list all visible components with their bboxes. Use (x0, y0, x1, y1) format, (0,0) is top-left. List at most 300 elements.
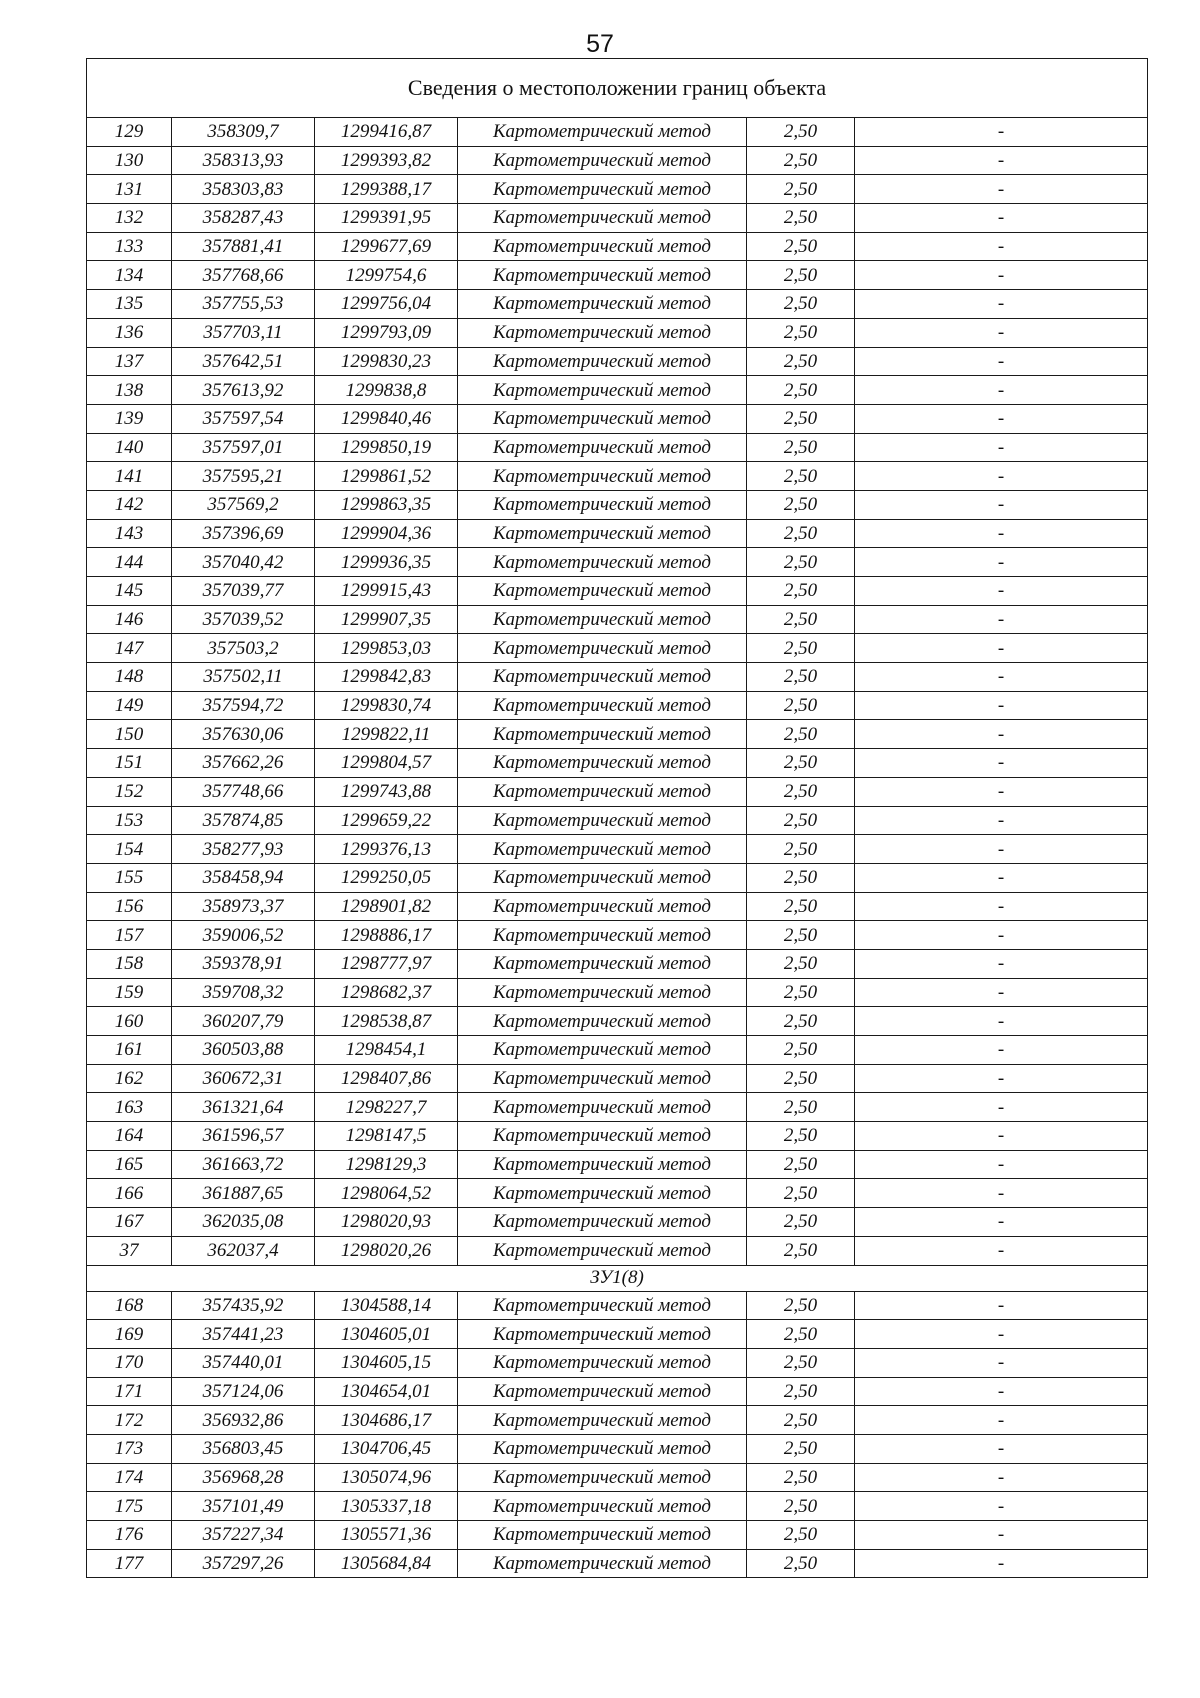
coordinate-y-cell: 1299853,03 (315, 634, 458, 663)
point-number-cell: 129 (87, 118, 172, 147)
point-number-cell: 136 (87, 318, 172, 347)
accuracy-cell: 2,50 (747, 1463, 855, 1492)
coordinate-y-cell: 1298777,97 (315, 949, 458, 978)
accuracy-cell: 2,50 (747, 720, 855, 749)
method-cell: Картометрический метод (458, 118, 747, 147)
point-number-cell: 152 (87, 777, 172, 806)
accuracy-cell: 2,50 (747, 892, 855, 921)
coordinate-x-cell: 358313,93 (172, 146, 315, 175)
method-cell: Картометрический метод (458, 949, 747, 978)
accuracy-cell: 2,50 (747, 1179, 855, 1208)
method-cell: Картометрический метод (458, 1406, 747, 1435)
accuracy-cell: 2,50 (747, 433, 855, 462)
table-row (87, 146, 1148, 175)
table-row (87, 548, 1148, 577)
boundary-coordinates-table (86, 58, 1148, 1578)
accuracy-cell: 2,50 (747, 634, 855, 663)
coordinate-x-cell: 357597,54 (172, 404, 315, 433)
table-row (87, 720, 1148, 749)
point-number-cell: 166 (87, 1179, 172, 1208)
accuracy-cell: 2,50 (747, 118, 855, 147)
coordinate-y-cell: 1299393,82 (315, 146, 458, 175)
accuracy-cell: 2,50 (747, 404, 855, 433)
method-cell: Картометрический метод (458, 577, 747, 606)
description-cell: - (855, 1036, 1148, 1065)
coordinate-y-cell: 1299754,6 (315, 261, 458, 290)
accuracy-cell: 2,50 (747, 1434, 855, 1463)
description-cell: - (855, 204, 1148, 233)
accuracy-cell: 2,50 (747, 1320, 855, 1349)
coordinate-x-cell: 362037,4 (172, 1236, 315, 1265)
accuracy-cell: 2,50 (747, 1492, 855, 1521)
accuracy-cell: 2,50 (747, 949, 855, 978)
method-cell: Картометрический метод (458, 835, 747, 864)
table-row (87, 175, 1148, 204)
accuracy-cell: 2,50 (747, 376, 855, 405)
accuracy-cell: 2,50 (747, 290, 855, 319)
method-cell: Картометрический метод (458, 1122, 747, 1151)
coordinate-x-cell: 357569,2 (172, 490, 315, 519)
coordinate-y-cell: 1299416,87 (315, 118, 458, 147)
coordinate-x-cell: 362035,08 (172, 1208, 315, 1237)
accuracy-cell: 2,50 (747, 806, 855, 835)
accuracy-cell: 2,50 (747, 1208, 855, 1237)
accuracy-cell: 2,50 (747, 1150, 855, 1179)
point-number-cell: 161 (87, 1036, 172, 1065)
accuracy-cell: 2,50 (747, 605, 855, 634)
coordinate-x-cell: 357441,23 (172, 1320, 315, 1349)
method-cell: Картометрический метод (458, 462, 747, 491)
coordinate-x-cell: 357768,66 (172, 261, 315, 290)
point-number-cell: 142 (87, 490, 172, 519)
description-cell: - (855, 433, 1148, 462)
accuracy-cell: 2,50 (747, 1549, 855, 1578)
accuracy-cell: 2,50 (747, 146, 855, 175)
accuracy-cell: 2,50 (747, 978, 855, 1007)
description-cell: - (855, 806, 1148, 835)
method-cell: Картометрический метод (458, 1377, 747, 1406)
table-row (87, 1236, 1148, 1265)
method-cell: Картометрический метод (458, 261, 747, 290)
point-number-cell: 158 (87, 949, 172, 978)
description-cell: - (855, 146, 1148, 175)
method-cell: Картометрический метод (458, 863, 747, 892)
method-cell: Картометрический метод (458, 1007, 747, 1036)
point-number-cell: 151 (87, 749, 172, 778)
coordinate-x-cell: 360207,79 (172, 1007, 315, 1036)
method-cell: Картометрический метод (458, 749, 747, 778)
coordinate-x-cell: 361321,64 (172, 1093, 315, 1122)
coordinate-y-cell: 1298020,93 (315, 1208, 458, 1237)
method-cell: Картометрический метод (458, 1093, 747, 1122)
table-row (87, 290, 1148, 319)
method-cell: Картометрический метод (458, 1492, 747, 1521)
table-row (87, 318, 1148, 347)
table-row (87, 1521, 1148, 1550)
table-row (87, 490, 1148, 519)
table-row (87, 1064, 1148, 1093)
method-cell: Картометрический метод (458, 691, 747, 720)
description-cell: - (855, 663, 1148, 692)
point-number-cell: 153 (87, 806, 172, 835)
table-row (87, 1320, 1148, 1349)
point-number-cell: 144 (87, 548, 172, 577)
accuracy-cell: 2,50 (747, 1007, 855, 1036)
coordinate-y-cell: 1299743,88 (315, 777, 458, 806)
table-row (87, 1463, 1148, 1492)
method-cell: Картометрический метод (458, 1463, 747, 1492)
description-cell: - (855, 462, 1148, 491)
description-cell: - (855, 548, 1148, 577)
coordinate-x-cell: 357297,26 (172, 1549, 315, 1578)
point-number-cell: 160 (87, 1007, 172, 1036)
method-cell: Картометрический метод (458, 1208, 747, 1237)
coordinate-x-cell: 357662,26 (172, 749, 315, 778)
coordinate-x-cell: 357642,51 (172, 347, 315, 376)
accuracy-cell: 2,50 (747, 1521, 855, 1550)
accuracy-cell: 2,50 (747, 691, 855, 720)
point-number-cell: 145 (87, 577, 172, 606)
description-cell: - (855, 1064, 1148, 1093)
description-cell: - (855, 978, 1148, 1007)
description-cell: - (855, 691, 1148, 720)
description-cell: - (855, 376, 1148, 405)
table-row (87, 1179, 1148, 1208)
coordinate-x-cell: 357594,72 (172, 691, 315, 720)
accuracy-cell: 2,50 (747, 1236, 855, 1265)
table-row (87, 1291, 1148, 1320)
point-number-cell: 165 (87, 1150, 172, 1179)
table-row (87, 1434, 1148, 1463)
method-cell: Картометрический метод (458, 1521, 747, 1550)
coordinate-y-cell: 1299904,36 (315, 519, 458, 548)
table-row (87, 835, 1148, 864)
coordinate-y-cell: 1299863,35 (315, 490, 458, 519)
point-number-cell: 163 (87, 1093, 172, 1122)
coordinate-y-cell: 1299659,22 (315, 806, 458, 835)
description-cell: - (855, 1320, 1148, 1349)
coordinate-y-cell: 1304605,01 (315, 1320, 458, 1349)
description-cell: - (855, 1291, 1148, 1320)
coordinate-x-cell: 356932,86 (172, 1406, 315, 1435)
coordinate-x-cell: 357613,92 (172, 376, 315, 405)
table-row (87, 376, 1148, 405)
coordinate-x-cell: 357435,92 (172, 1291, 315, 1320)
coordinate-y-cell: 1298886,17 (315, 921, 458, 950)
point-number-cell: 146 (87, 605, 172, 634)
accuracy-cell: 2,50 (747, 175, 855, 204)
table-row (87, 1406, 1148, 1435)
accuracy-cell: 2,50 (747, 577, 855, 606)
coordinate-y-cell: 1299822,11 (315, 720, 458, 749)
method-cell: Картометрический метод (458, 175, 747, 204)
section-row (87, 1265, 1148, 1291)
table-row (87, 921, 1148, 950)
page-number: 57 (586, 30, 614, 58)
point-number-cell: 138 (87, 376, 172, 405)
method-cell: Картометрический метод (458, 519, 747, 548)
coordinate-y-cell: 1299840,46 (315, 404, 458, 433)
accuracy-cell: 2,50 (747, 490, 855, 519)
table-row (87, 433, 1148, 462)
table-row (87, 1492, 1148, 1521)
table-row (87, 118, 1148, 147)
coordinate-x-cell: 357396,69 (172, 519, 315, 548)
coordinate-y-cell: 1304706,45 (315, 1434, 458, 1463)
description-cell: - (855, 634, 1148, 663)
point-number-cell: 132 (87, 204, 172, 233)
table-row (87, 1122, 1148, 1151)
method-cell: Картометрический метод (458, 548, 747, 577)
point-number-cell: 139 (87, 404, 172, 433)
table-row (87, 232, 1148, 261)
description-cell: - (855, 863, 1148, 892)
description-cell: - (855, 1377, 1148, 1406)
method-cell: Картометрический метод (458, 1291, 747, 1320)
coordinate-x-cell: 359006,52 (172, 921, 315, 950)
description-cell: - (855, 835, 1148, 864)
point-number-cell: 175 (87, 1492, 172, 1521)
method-cell: Картометрический метод (458, 1179, 747, 1208)
method-cell: Картометрический метод (458, 806, 747, 835)
coordinate-x-cell: 357227,34 (172, 1521, 315, 1550)
method-cell: Картометрический метод (458, 146, 747, 175)
table-row (87, 1093, 1148, 1122)
point-number-cell: 156 (87, 892, 172, 921)
method-cell: Картометрический метод (458, 605, 747, 634)
description-cell: - (855, 519, 1148, 548)
point-number-cell: 147 (87, 634, 172, 663)
table-row (87, 605, 1148, 634)
coordinate-x-cell: 357040,42 (172, 548, 315, 577)
description-cell: - (855, 605, 1148, 634)
coordinate-y-cell: 1298129,3 (315, 1150, 458, 1179)
coordinate-x-cell: 356968,28 (172, 1463, 315, 1492)
coordinate-y-cell: 1305337,18 (315, 1492, 458, 1521)
point-number-cell: 149 (87, 691, 172, 720)
coordinate-x-cell: 357630,06 (172, 720, 315, 749)
coordinate-y-cell: 1298682,37 (315, 978, 458, 1007)
point-number-cell: 135 (87, 290, 172, 319)
point-number-cell: 140 (87, 433, 172, 462)
table-row (87, 691, 1148, 720)
table-row (87, 1549, 1148, 1578)
coordinate-y-cell: 1298227,7 (315, 1093, 458, 1122)
accuracy-cell: 2,50 (747, 318, 855, 347)
coordinate-x-cell: 357502,11 (172, 663, 315, 692)
accuracy-cell: 2,50 (747, 749, 855, 778)
table-row (87, 663, 1148, 692)
method-cell: Картометрический метод (458, 1434, 747, 1463)
coordinate-x-cell: 360672,31 (172, 1064, 315, 1093)
table-row (87, 261, 1148, 290)
coordinate-y-cell: 1299677,69 (315, 232, 458, 261)
table-row (87, 1007, 1148, 1036)
coordinate-y-cell: 1299793,09 (315, 318, 458, 347)
point-number-cell: 172 (87, 1406, 172, 1435)
accuracy-cell: 2,50 (747, 1064, 855, 1093)
method-cell: Картометрический метод (458, 777, 747, 806)
table-row (87, 777, 1148, 806)
accuracy-cell: 2,50 (747, 232, 855, 261)
table-row (87, 749, 1148, 778)
coordinate-y-cell: 1299830,74 (315, 691, 458, 720)
method-cell: Картометрический метод (458, 634, 747, 663)
accuracy-cell: 2,50 (747, 261, 855, 290)
description-cell: - (855, 175, 1148, 204)
table-row (87, 347, 1148, 376)
description-cell: - (855, 892, 1148, 921)
coordinate-y-cell: 1299250,05 (315, 863, 458, 892)
coordinate-x-cell: 358287,43 (172, 204, 315, 233)
coordinate-x-cell: 357597,01 (172, 433, 315, 462)
method-cell: Картометрический метод (458, 347, 747, 376)
coordinate-x-cell: 357703,11 (172, 318, 315, 347)
table-row (87, 634, 1148, 663)
coordinate-x-cell: 357101,49 (172, 1492, 315, 1521)
method-cell: Картометрический метод (458, 720, 747, 749)
coordinate-y-cell: 1304686,17 (315, 1406, 458, 1435)
coordinate-y-cell: 1299388,17 (315, 175, 458, 204)
description-cell: - (855, 921, 1148, 950)
description-cell: - (855, 347, 1148, 376)
coordinate-y-cell: 1299838,8 (315, 376, 458, 405)
accuracy-cell: 2,50 (747, 777, 855, 806)
coordinate-y-cell: 1305074,96 (315, 1463, 458, 1492)
method-cell: Картометрический метод (458, 1549, 747, 1578)
coordinate-x-cell: 357881,41 (172, 232, 315, 261)
accuracy-cell: 2,50 (747, 1406, 855, 1435)
description-cell: - (855, 118, 1148, 147)
coordinate-y-cell: 1299804,57 (315, 749, 458, 778)
coordinate-x-cell: 357039,52 (172, 605, 315, 634)
coordinate-y-cell: 1299756,04 (315, 290, 458, 319)
table-row (87, 1036, 1148, 1065)
description-cell: - (855, 1434, 1148, 1463)
coordinate-y-cell: 1299936,35 (315, 548, 458, 577)
coordinate-y-cell: 1299907,35 (315, 605, 458, 634)
coordinate-x-cell: 357039,77 (172, 577, 315, 606)
coordinate-x-cell: 357124,06 (172, 1377, 315, 1406)
accuracy-cell: 2,50 (747, 863, 855, 892)
point-number-cell: 168 (87, 1291, 172, 1320)
description-cell: - (855, 1348, 1148, 1377)
point-number-cell: 131 (87, 175, 172, 204)
point-number-cell: 137 (87, 347, 172, 376)
method-cell: Картометрический метод (458, 290, 747, 319)
description-cell: - (855, 1549, 1148, 1578)
coordinate-y-cell: 1305684,84 (315, 1549, 458, 1578)
coordinate-x-cell: 359708,32 (172, 978, 315, 1007)
table-title-row (87, 59, 1148, 118)
accuracy-cell: 2,50 (747, 347, 855, 376)
section-label: ЗУ1(8) (87, 1265, 1148, 1291)
accuracy-cell: 2,50 (747, 1036, 855, 1065)
coordinate-y-cell: 1304605,15 (315, 1348, 458, 1377)
point-number-cell: 148 (87, 663, 172, 692)
point-number-cell: 177 (87, 1549, 172, 1578)
accuracy-cell: 2,50 (747, 548, 855, 577)
table-row (87, 462, 1148, 491)
coordinate-y-cell: 1298147,5 (315, 1122, 458, 1151)
method-cell: Картометрический метод (458, 1236, 747, 1265)
method-cell: Картометрический метод (458, 376, 747, 405)
coordinate-x-cell: 356803,45 (172, 1434, 315, 1463)
point-number-cell: 150 (87, 720, 172, 749)
description-cell: - (855, 749, 1148, 778)
coordinate-x-cell: 357503,2 (172, 634, 315, 663)
point-number-cell: 176 (87, 1521, 172, 1550)
point-number-cell: 133 (87, 232, 172, 261)
method-cell: Картометрический метод (458, 1348, 747, 1377)
coordinate-y-cell: 1299861,52 (315, 462, 458, 491)
description-cell: - (855, 1122, 1148, 1151)
coordinate-x-cell: 358458,94 (172, 863, 315, 892)
coordinate-y-cell: 1305571,36 (315, 1521, 458, 1550)
accuracy-cell: 2,50 (747, 519, 855, 548)
point-number-cell: 171 (87, 1377, 172, 1406)
method-cell: Картометрический метод (458, 921, 747, 950)
description-cell: - (855, 720, 1148, 749)
coordinate-x-cell: 358303,83 (172, 175, 315, 204)
method-cell: Картометрический метод (458, 433, 747, 462)
table-row (87, 204, 1148, 233)
coordinate-y-cell: 1299915,43 (315, 577, 458, 606)
description-cell: - (855, 490, 1148, 519)
accuracy-cell: 2,50 (747, 835, 855, 864)
point-number-cell: 130 (87, 146, 172, 175)
point-number-cell: 143 (87, 519, 172, 548)
method-cell: Картометрический метод (458, 204, 747, 233)
description-cell: - (855, 1492, 1148, 1521)
method-cell: Картометрический метод (458, 490, 747, 519)
description-cell: - (855, 404, 1148, 433)
description-cell: - (855, 1406, 1148, 1435)
point-number-cell: 173 (87, 1434, 172, 1463)
coordinate-y-cell: 1298064,52 (315, 1179, 458, 1208)
coordinate-x-cell: 358309,7 (172, 118, 315, 147)
description-cell: - (855, 232, 1148, 261)
accuracy-cell: 2,50 (747, 663, 855, 692)
description-cell: - (855, 1093, 1148, 1122)
point-number-cell: 162 (87, 1064, 172, 1093)
coordinate-y-cell: 1304588,14 (315, 1291, 458, 1320)
coordinate-y-cell: 1299830,23 (315, 347, 458, 376)
coordinate-y-cell: 1298407,86 (315, 1064, 458, 1093)
method-cell: Картометрический метод (458, 663, 747, 692)
description-cell: - (855, 1150, 1148, 1179)
table-row (87, 519, 1148, 548)
point-number-cell: 174 (87, 1463, 172, 1492)
description-cell: - (855, 1007, 1148, 1036)
method-cell: Картометрический метод (458, 232, 747, 261)
method-cell: Картометрический метод (458, 1064, 747, 1093)
coordinate-y-cell: 1299391,95 (315, 204, 458, 233)
accuracy-cell: 2,50 (747, 921, 855, 950)
table-row (87, 978, 1148, 1007)
coordinate-x-cell: 358277,93 (172, 835, 315, 864)
accuracy-cell: 2,50 (747, 1093, 855, 1122)
coordinate-x-cell: 357874,85 (172, 806, 315, 835)
point-number-cell: 169 (87, 1320, 172, 1349)
coordinate-y-cell: 1298020,26 (315, 1236, 458, 1265)
table-row (87, 577, 1148, 606)
description-cell: - (855, 577, 1148, 606)
coordinate-y-cell: 1299376,13 (315, 835, 458, 864)
point-number-cell: 155 (87, 863, 172, 892)
method-cell: Картометрический метод (458, 1150, 747, 1179)
coordinate-x-cell: 357440,01 (172, 1348, 315, 1377)
